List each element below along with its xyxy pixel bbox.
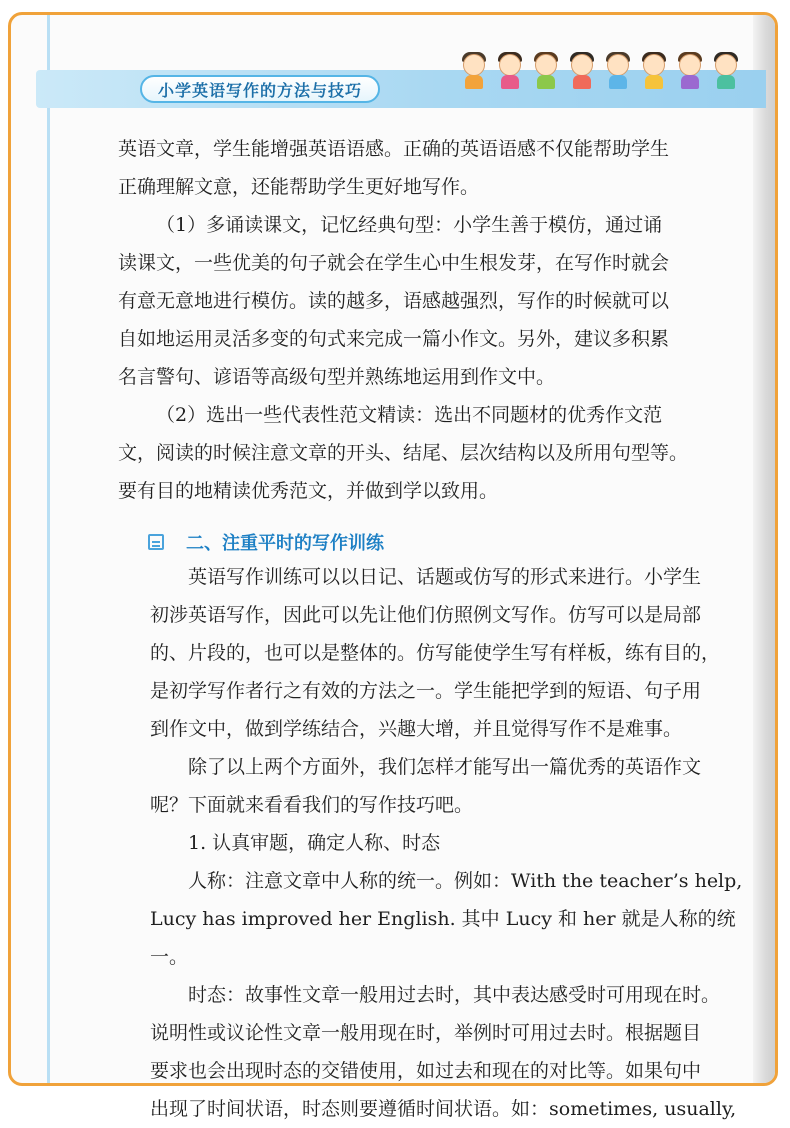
text-line: 初涉英语写作，因此可以先让他们仿照例文写作。仿写可以是局部: [150, 604, 702, 626]
child-face-icon: [460, 54, 488, 84]
text-line: Lucy has improved her English. 其中 Lucy 和 her 就是人称的统一。: [150, 908, 736, 968]
text-line: 文，阅读的时候注意文章的开头、结尾、层次结构以及所用句型等。: [118, 442, 689, 464]
children-faces-decoration: [460, 46, 750, 106]
section-heading: [148, 528, 384, 556]
section-one-text: [118, 130, 758, 510]
text-line: 人称：注意文章中人称的统一。例如：With the teacher’s help,: [188, 870, 743, 892]
text-line: 的、片段的，也可以是整体的。仿写能使学生写有样板，练有目的，: [150, 642, 721, 664]
text-line: 除了以上两个方面外，我们怎样才能写出一篇优秀的英语作文: [188, 756, 702, 778]
child-face-icon: [676, 54, 704, 84]
text-line: 时态：故事性文章一般用过去时，其中表达感受时可用现在时。: [188, 984, 721, 1006]
text-line: 到作文中，做到学练结合，兴趣大增，并且觉得写作不是难事。: [150, 718, 683, 740]
text-line: 呢？下面就来看看我们的写作技巧吧。: [150, 794, 474, 816]
child-face-icon: [604, 54, 632, 84]
text-line: 出现了时间状语，时态则要遵循时间状语。如：sometimes, usually,: [150, 1098, 737, 1120]
text-line: 正确理解文意，还能帮助学生更好地写作。: [118, 176, 480, 198]
text-line: 要求也会出现时态的交错使用，如过去和现在的对比等。如果句中: [150, 1060, 702, 1082]
text-line: （2）选出一些代表性范文精读：选出不同题材的优秀作文范: [156, 404, 663, 426]
child-face-icon: [712, 54, 740, 84]
child-face-icon: [496, 54, 524, 84]
spine-line: [47, 15, 50, 1083]
text-line: （1）多诵读课文，记忆经典句型：小学生善于模仿，通过诵: [156, 214, 663, 236]
text-line: 自如地运用灵活多变的句式来完成一篇小作文。另外，建议多积累: [118, 328, 670, 350]
child-face-icon: [640, 54, 668, 84]
text-line: 英语写作训练可以以日记、话题或仿写的形式来进行。小学生: [188, 566, 702, 588]
list-box-icon: [148, 534, 164, 550]
child-face-icon: [532, 54, 560, 84]
text-line: 英语文章，学生能增强英语语感。正确的英语语感不仅能帮助学生: [118, 138, 670, 160]
text-line: 说明性或议论性文章一般用现在时，举例时可用过去时。根据题目: [150, 1022, 702, 1044]
child-face-icon: [568, 54, 596, 84]
text-line: 是初学写作者行之有效的方法之一。学生能把学到的短语、句子用: [150, 680, 702, 702]
text-line: 名言警句、谚语等高级句型并熟练地运用到作文中。: [118, 366, 556, 388]
section-heading-text: 二、注重平时的写作训练: [186, 533, 384, 554]
running-header-title: 小学英语写作的方法与技巧: [140, 75, 380, 103]
text-line: 读课文，一些优美的句子就会在学生心中生根发芽，在写作时就会: [118, 252, 670, 274]
point-heading: 1. 认真审题，确定人称、时态: [188, 832, 441, 854]
section-two-text: [150, 558, 762, 1128]
text-line: 要有目的地精读优秀范文，并做到学以致用。: [118, 480, 499, 502]
text-line: 有意无意地进行模仿。读的越多，语感越强烈，写作的时候就可以: [118, 290, 670, 312]
